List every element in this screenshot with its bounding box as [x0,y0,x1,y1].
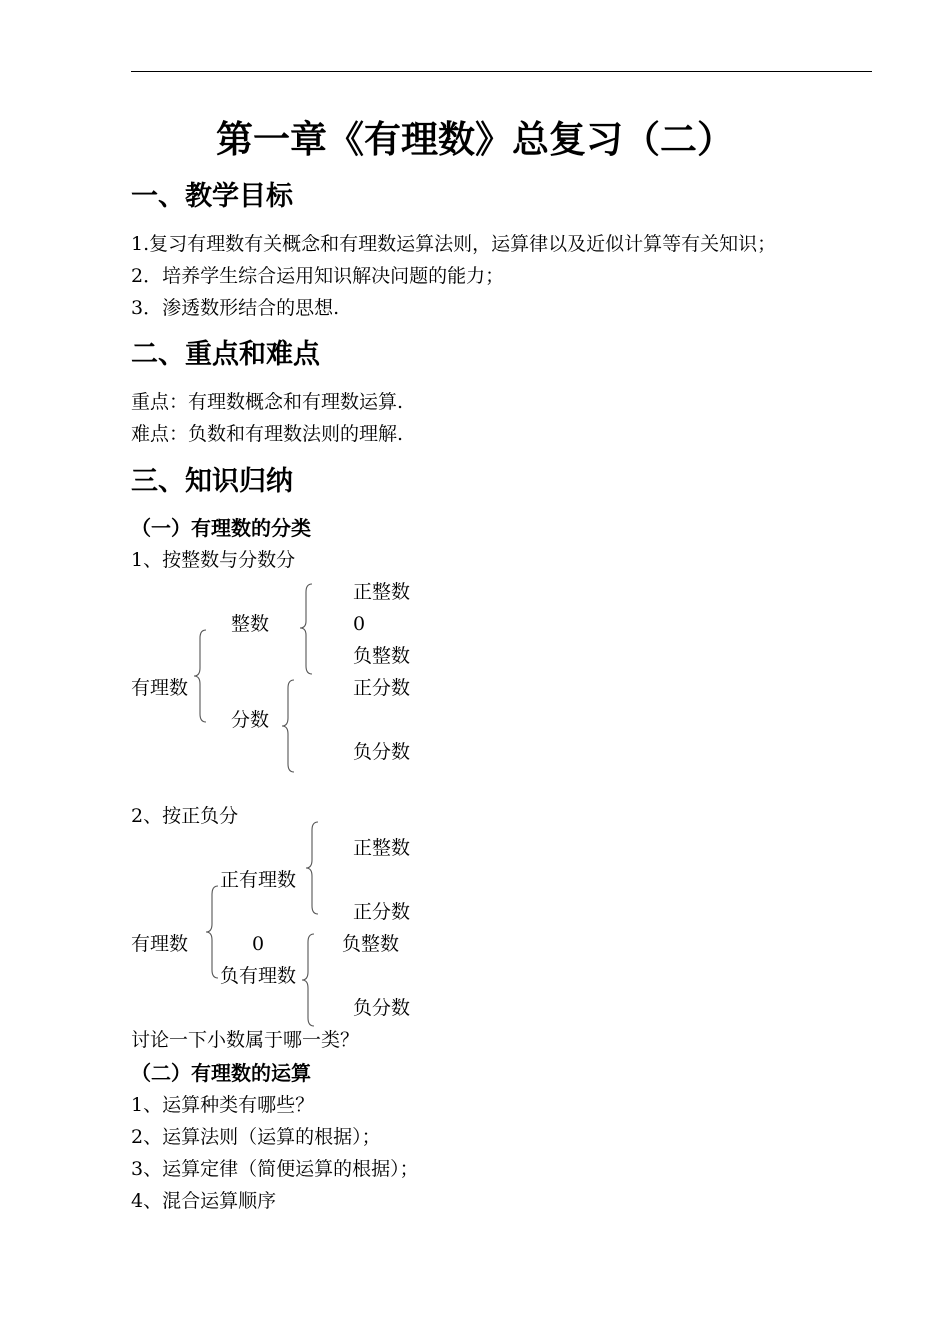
diagram2-negative-brace [300,932,320,1028]
page-title: 第一章《有理数》总复习（二） [216,118,734,161]
operation-item-3: 3、运算定律（简便运算的根据）； [131,1158,419,1180]
discussion-question: 讨论一下小数属于哪一类？ [131,1029,360,1051]
diagram2-positive-rational: 正有理数 [220,869,297,891]
diagram1-negative-fraction: 负分数 [353,741,411,763]
diagram1-rational-root: 有理数 [131,677,189,699]
section-heading-goals: 一、教学目标 [131,181,293,212]
goal-item-2: 2．培养学生综合运用知识解决问题的能力； [131,265,505,287]
diagram2-rational-root: 有理数 [131,933,189,955]
goal-item-3: 3．渗透数形结合的思想. [131,297,340,319]
diagram1-fraction-brace [280,678,300,774]
diagram2-negative-rational: 负有理数 [220,965,297,987]
operation-item-2: 2、运算法则（运算的根据）； [131,1126,381,1148]
section-heading-knowledge: 三、知识归纳 [131,466,293,497]
diagram1-fraction: 分数 [231,709,270,731]
key-point-text: 重点：有理数概念和有理数运算. [131,391,404,413]
diagram2-positive-brace [304,820,324,916]
diagram2-positive-integer: 正整数 [353,837,411,859]
section-heading-key-points: 二、重点和难点 [131,339,320,370]
diagram1-root-brace [192,628,212,724]
diagram2-negative-fraction: 负分数 [353,997,411,1019]
difficult-point-text: 难点：负数和有理数法则的理解. [131,423,404,445]
operation-item-1: 1、运算种类有哪些？ [131,1094,315,1116]
header-rule [131,71,872,72]
diagram1-negative-integer: 负整数 [353,645,411,667]
operation-item-4: 4、混合运算顺序 [131,1190,277,1212]
diagram1-integer-brace [298,582,318,676]
goal-item-1: 1.复习有理数有关概念和有理数运算法则，运算律以及近似计算等有关知识； [131,233,777,255]
diagram1-integer: 整数 [231,613,270,635]
subsection-heading-classification: （一）有理数的分类 [131,516,311,540]
subsection-heading-operations: （二）有理数的运算 [131,1061,311,1085]
diagram1-positive-integer: 正整数 [353,581,411,603]
classification-method-1-label: 1、按整数与分数分 [131,549,296,571]
diagram2-zero: 0 [252,933,265,955]
diagram2-positive-fraction: 正分数 [353,901,411,923]
diagram2-negative-integer: 负整数 [342,933,400,955]
diagram2-root-brace [204,884,224,980]
diagram1-positive-fraction: 正分数 [353,677,411,699]
classification-method-2-label: 2、按正负分 [131,805,239,827]
diagram1-zero: 0 [353,613,366,635]
